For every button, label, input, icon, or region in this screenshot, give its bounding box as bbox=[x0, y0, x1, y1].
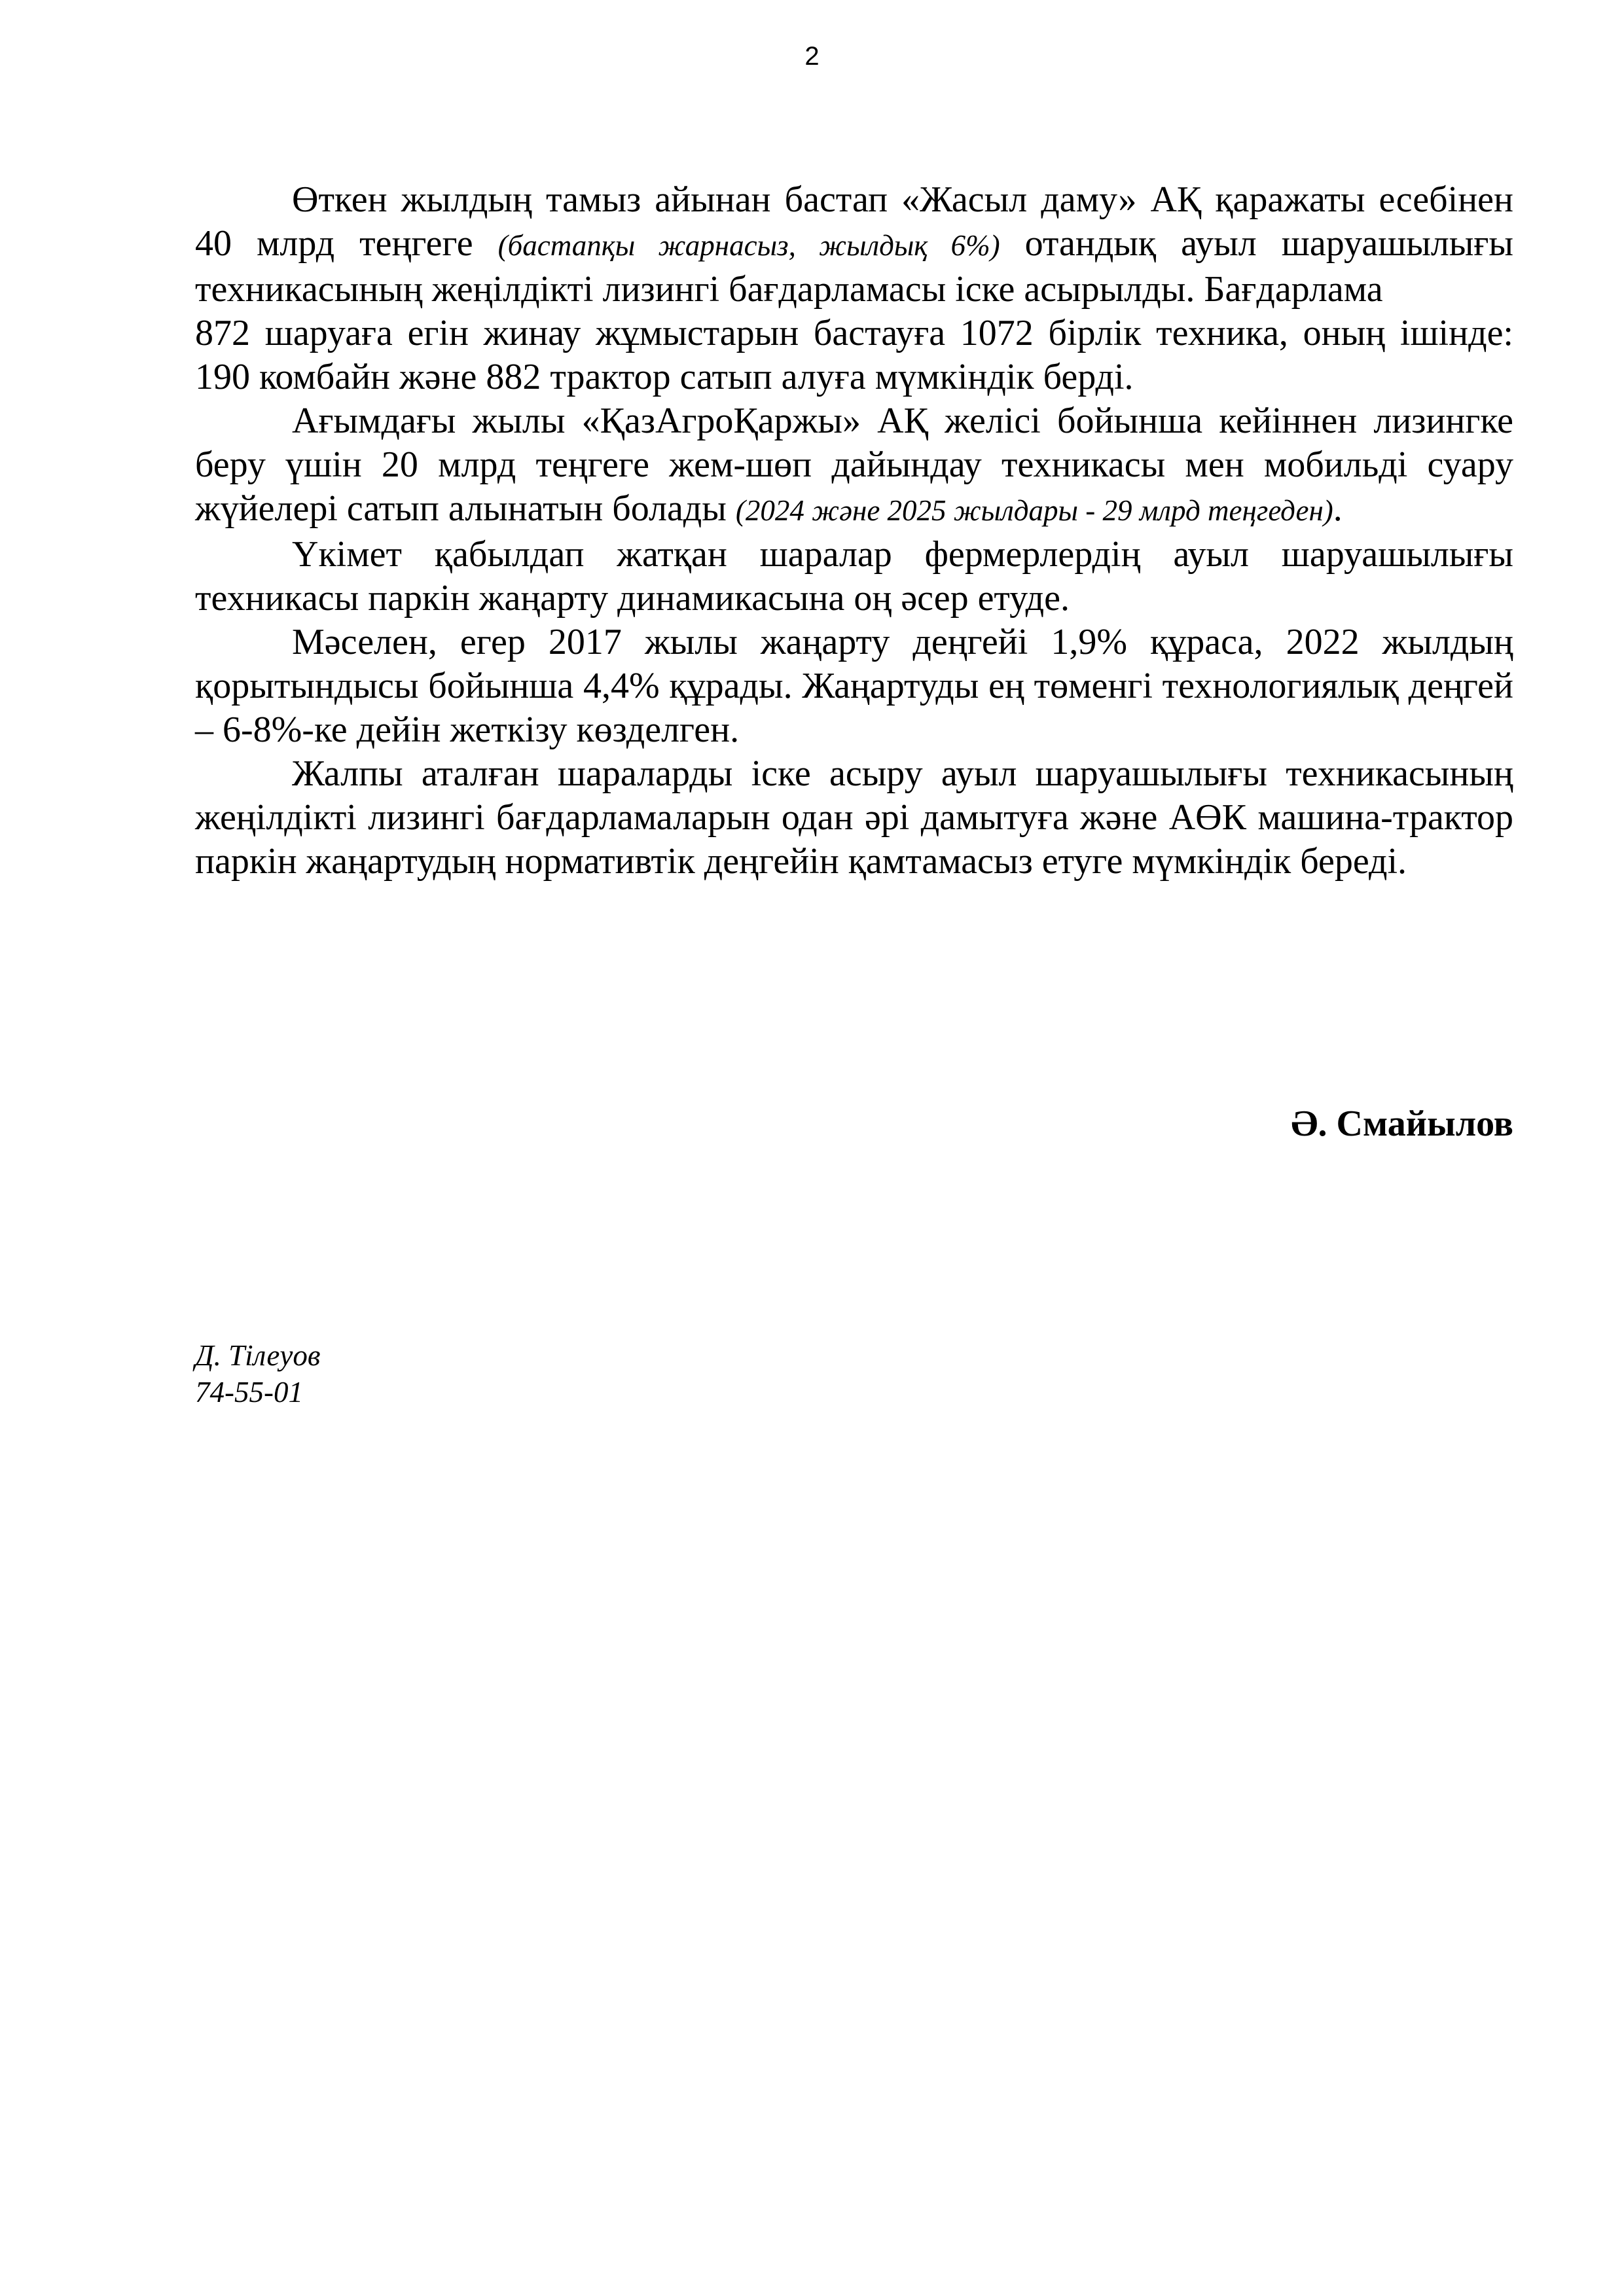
executor-phone: 74-55-01 bbox=[195, 1376, 303, 1408]
paragraph-note: (бастапқы жарнасыз, жылдық 6%) bbox=[497, 229, 1000, 262]
document-body bbox=[195, 178, 1513, 884]
paragraph-kazagrofinance bbox=[195, 399, 1513, 533]
paragraph-text: . bbox=[1333, 488, 1343, 529]
paragraph-program-results: 872 шаруаға егін жинау жұмыстарын бастауға 1072 бірлік техника, оның ішінде: 190 комбайн және 882 трактор сатып алуға мүмкіндік берді. bbox=[195, 313, 1513, 397]
paragraph-government-measures: Үкімет қабылдап жатқан шаралар фермерлердің ауыл шаруашылығы техникасы паркін жаңарту динамикасына оң әсер етуде. bbox=[195, 534, 1513, 619]
paragraph-text: Ағымдағы жылы «ҚазАгроҚаржы» АҚ желісі бойынша кейіннен лизингке беру үшін 20 млрд теңгеге жем-шөп дайындау техникасы мен мобильді суару жүйелері сатып алынатын болады bbox=[195, 401, 1513, 529]
signature-name: Ә. Смайылов bbox=[1291, 1103, 1513, 1144]
paragraph-conclusion: Жалпы аталған шараларды іске асыру ауыл шаруашылығы техникасының жеңілдікті лизингі бағдарламаларын одан әрі дамытуға және АӨК машина-трактор паркін жаңартудың нормативтік деңгейін қамтамасыз етуге мүмкіндік береді. bbox=[195, 753, 1513, 882]
page-number: 2 bbox=[804, 42, 820, 71]
executor-block bbox=[195, 1337, 320, 1410]
paragraph-text: отандық ауыл шаруашылығы техникасының жеңілдікті лизингі бағдарламасы іске асырылды. Бағдарлама bbox=[195, 223, 1513, 310]
paragraph-note: (2024 және 2025 жылдары - 29 млрд теңгеден) bbox=[735, 494, 1333, 527]
paragraph-text: Өткен жылдың тамыз айынан бастап «Жасыл даму» АҚ қаражаты есебінен 40 млрд теңгеге bbox=[195, 179, 1513, 264]
paragraph-renewal-rate: Мәселен, егер 2017 жылы жаңарту деңгейі 1,9% құраса, 2022 жылдың қорытындысы бойынша 4,4% құрады. Жаңартуды ең төменгі технологиялық деңгей – 6-8%-ке дейін жеткізу көзделген. bbox=[195, 622, 1513, 750]
paragraph-leasing-program bbox=[195, 178, 1513, 312]
executor-name: Д. Тілеуов bbox=[195, 1339, 321, 1372]
